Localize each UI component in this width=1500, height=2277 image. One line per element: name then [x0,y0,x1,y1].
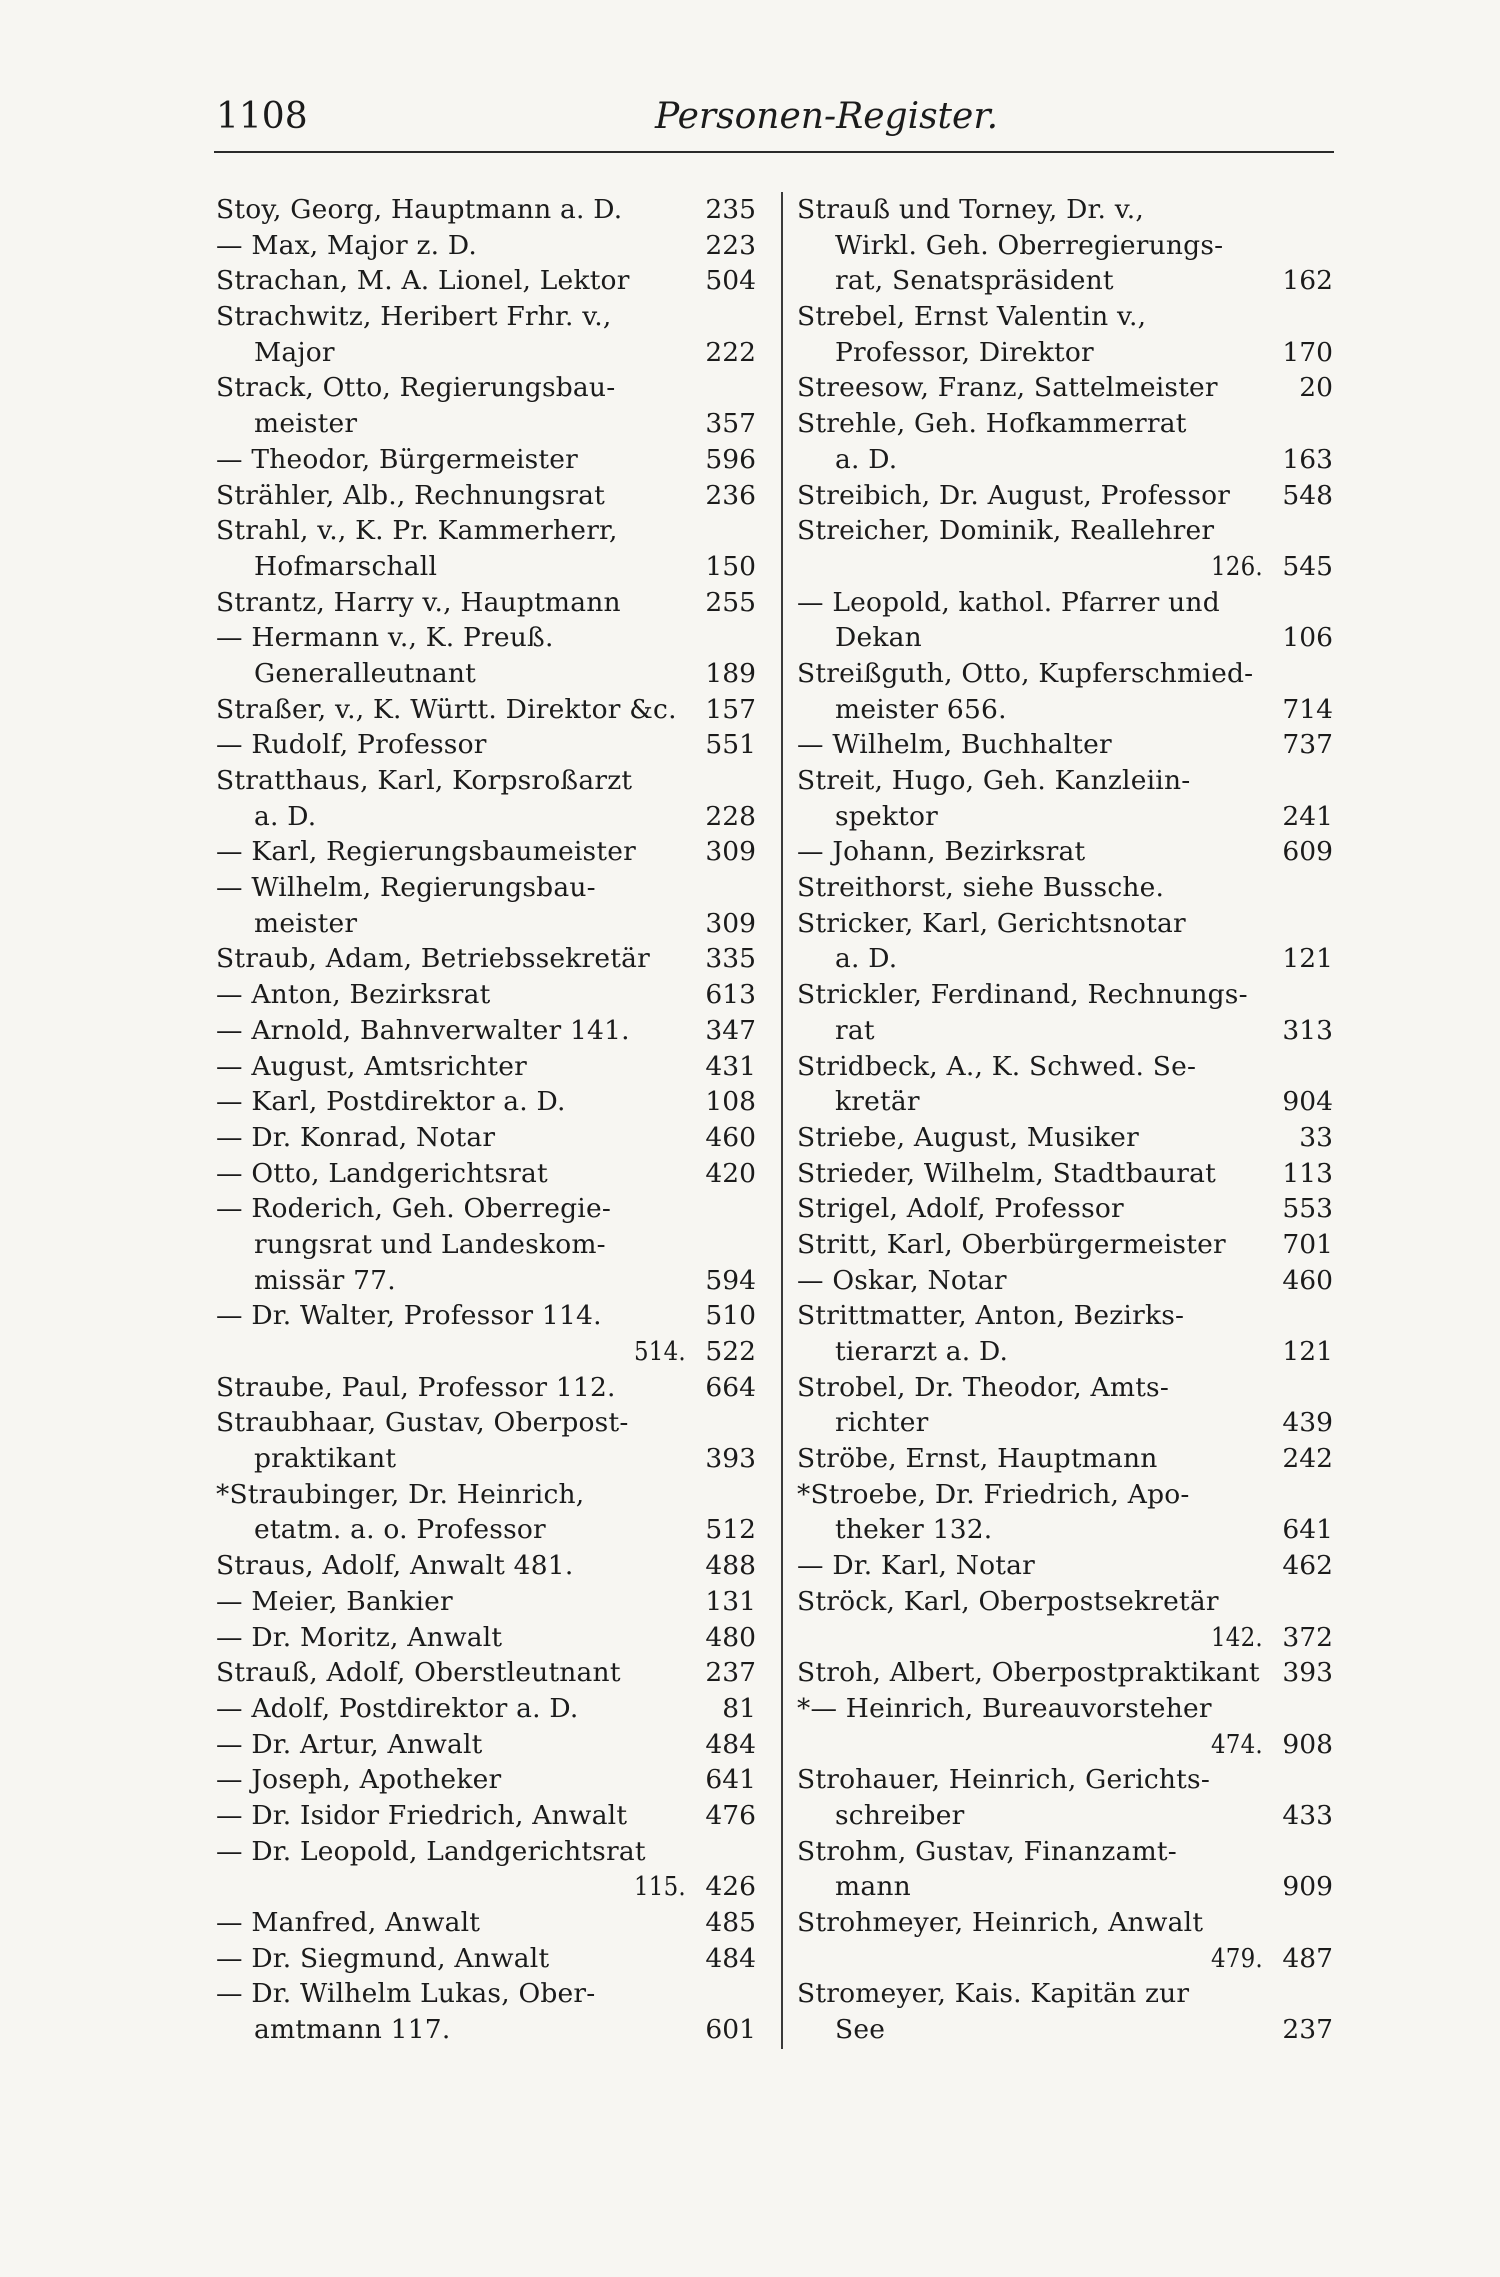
entry-page-number: 664 [705,1371,756,1403]
entry-text: Stricker, Karl, Gerichtsnotar [797,907,1186,939]
register-entry-line [216,1477,756,1513]
register-entry-line [216,1013,756,1049]
register-entry-line [216,1049,756,1085]
entry-text: 514. [634,1336,687,1367]
entry-page-number: 553 [1282,1193,1333,1225]
register-entry-line [797,799,1333,835]
register-entry-line [216,870,756,906]
header-rule [214,151,1334,153]
register-entry-line [216,799,756,835]
entry-page-number: 545 [1282,550,1333,582]
entry-text: — Leopold, kathol. Pfarrer und [797,586,1220,618]
entry-text: Strachwitz, Heribert Frhr. v., [216,301,612,333]
register-entry-line [797,1655,1333,1691]
register-entry-line [797,192,1333,228]
register-entry-line [216,1191,756,1227]
entry-text: — Dr. Konrad, Notar [216,1121,496,1153]
entry-text: Strauß, Adolf, Oberstleutnant [216,1657,621,1689]
entry-page-number: 504 [705,265,756,297]
register-entry-line [797,1691,1333,1727]
entry-text: praktikant [254,1443,397,1475]
entry-text: — Karl, Postdirektor a. D. [216,1086,566,1118]
register-entry-line [797,2012,1333,2048]
right-column [797,192,1333,2048]
entry-text: — Max, Major z. D. [216,229,477,261]
entry-page-number: 170 [1282,336,1333,368]
entry-text: — Anton, Bezirksrat [216,979,491,1011]
entry-text: a. D. [835,943,898,975]
entry-text: — Meier, Bankier [216,1585,453,1617]
entry-text: Stritt, Karl, Oberbürgermeister [797,1228,1226,1260]
entry-text: Wirkl. Geh. Oberregierungs- [835,229,1224,261]
register-entry-line [216,1512,756,1548]
register-entry-line [797,1334,1333,1370]
entry-text: Streit, Hugo, Geh. Kanzleiin- [797,765,1191,796]
entry-text: Strachan, M. A. Lionel, Lektor [216,265,630,297]
register-entry-line [216,192,756,228]
entry-text: — Wilhelm, Buchhalter [797,729,1112,761]
entry-text: Strohauer, Heinrich, Gerichts- [797,1764,1210,1796]
entry-text: Strittmatter, Anton, Bezirks- [797,1300,1185,1332]
register-entry-line [216,1976,756,2012]
entry-page-number: 163 [1282,443,1333,475]
register-entry-line [797,1905,1333,1941]
register-entry-line [797,692,1333,728]
register-entry-line [216,1655,756,1691]
entry-page-number: 228 [705,800,756,832]
entry-text: Strehle, Geh. Hofkammerrat [797,408,1187,440]
entry-page-number: 641 [1282,1514,1333,1546]
entry-text: — Roderich, Geh. Oberregie- [216,1193,612,1225]
register-entry-line [797,1441,1333,1477]
register-entry-line [797,1049,1333,1085]
entry-text: rat [835,1014,875,1046]
entry-text: 479. [1211,1942,1264,1974]
entry-page-number: 484 [705,1728,756,1760]
register-entry-line [216,406,756,442]
page-title: Personen-Register. [655,96,999,137]
entry-text: Strebel, Ernst Valentin v., [797,301,1147,333]
register-entry-line [797,1298,1333,1334]
entry-text: — Dr. Moritz, Anwalt [216,1621,503,1653]
register-entry-line [797,656,1333,692]
register-entry-line [797,1976,1333,2012]
register-entry-line [797,1620,1333,1656]
entry-text: Strack, Otto, Regierungsbau- [216,372,616,404]
entry-text: 142. [1211,1621,1264,1653]
entry-page-number: 222 [705,336,756,368]
entry-text: rungsrat und Landeskom- [254,1228,606,1260]
entry-page-number: 476 [705,1799,756,1831]
entry-text: Strigel, Adolf, Professor [797,1193,1124,1225]
entry-page-number: 613 [705,979,756,1011]
entry-text: — Dr. Artur, Anwalt [216,1728,483,1760]
entry-page-number: 347 [705,1014,756,1046]
register-entry-line [797,1156,1333,1192]
entry-page-number: 241 [1282,800,1333,832]
register-entry-line [797,1762,1333,1798]
entry-text: Stratthaus, Karl, Korpsroßarzt [216,765,633,796]
entry-page-number: 551 [705,729,756,761]
register-entry-line [216,263,756,299]
entry-page-number: 235 [705,194,756,225]
entry-text: missär 77. [254,1264,396,1296]
register-entry-line [797,977,1333,1013]
register-entry-line [797,228,1333,264]
entry-page-number: 121 [1282,1336,1333,1367]
register-entry-line [216,585,756,621]
entry-page-number: 601 [705,2014,756,2046]
register-entry-line [797,620,1333,656]
entry-text: etatm. a. o. Professor [254,1514,546,1546]
entry-text: amtmann 117. [254,2014,451,2046]
entry-text: Strähler, Alb., Rechnungsrat [216,479,605,511]
entry-page-number: 150 [705,550,756,582]
entry-page-number: 33 [1299,1121,1333,1153]
register-entry-line [797,1370,1333,1406]
entry-text: theker 132. [835,1514,993,1546]
entry-page-number: 157 [705,693,756,725]
entry-text: Ströck, Karl, Oberpostsekretär [797,1585,1219,1617]
entry-text: Straßer, v., K. Württ. Direktor &c. [216,693,677,725]
register-entry-line [797,1548,1333,1584]
entry-text: Ströbe, Ernst, Hauptmann [797,1443,1158,1475]
entry-text: Stroh, Albert, Oberpostpraktikant [797,1657,1260,1689]
entry-text: schreiber [835,1799,965,1831]
entry-text: Straus, Adolf, Anwalt 481. [216,1550,574,1582]
entry-text: 126. [1211,550,1264,582]
register-entry-line [216,228,756,264]
entry-page-number: 313 [1282,1014,1333,1046]
register-entry-line [797,1798,1333,1834]
register-entry-line [797,1477,1333,1513]
entry-page-number: 460 [1282,1264,1333,1296]
register-entry-line [216,941,756,977]
entry-text: 474. [1211,1728,1264,1760]
register-entry-line [797,263,1333,299]
register-entry-line [216,1405,756,1441]
entry-text: richter [835,1407,929,1439]
register-entry-line [797,585,1333,621]
entry-text: Stoy, Georg, Hauptmann a. D. [216,194,623,225]
entry-text: — Dr. Leopold, Landgerichtsrat [216,1835,646,1867]
entry-text: Hofmarschall [254,550,438,582]
entry-text: mann [835,1871,911,1903]
register-entry-line [216,299,756,335]
entry-text: meister [254,408,358,440]
register-entry-line [216,1905,756,1941]
entry-text: Streicher, Dominik, Reallehrer [797,515,1215,547]
register-entry-line [797,870,1333,906]
register-entry-line [216,370,756,406]
entry-page-number: 548 [1282,479,1333,511]
entry-text: — Johann, Bezirksrat [797,836,1086,868]
entry-text: a. D. [835,443,898,475]
entry-page-number: 106 [1282,622,1333,654]
entry-text: Stromeyer, Kais. Kapitän zur [797,1978,1190,2010]
entry-text: Dekan [835,622,922,654]
register-entry-line [216,1834,756,1870]
entry-text: — Dr. Walter, Professor 114. [216,1300,602,1332]
register-entry-line [216,1548,756,1584]
entry-page-number: 113 [1282,1157,1333,1189]
entry-text: — Joseph, Apotheker [216,1764,502,1796]
register-entry-line [797,442,1333,478]
entry-page-number: 908 [1282,1728,1333,1760]
entry-text: Strohm, Gustav, Finanzamt- [797,1835,1177,1867]
register-entry-line [216,1120,756,1156]
register-entry-line [216,1691,756,1727]
register-entry-line [797,406,1333,442]
register-entry-line [216,1620,756,1656]
register-entry-line [797,299,1333,335]
entry-page-number: 480 [705,1621,756,1653]
register-entry-line [797,1191,1333,1227]
entry-text: — Hermann v., K. Preuß. [216,622,554,654]
entry-page-number: 242 [1282,1443,1333,1475]
entry-page-number: 237 [1282,2014,1333,2046]
register-entry-line [216,1084,756,1120]
entry-text: meister [254,907,358,939]
entry-page-number: 439 [1282,1407,1333,1439]
register-entry-line [216,1762,756,1798]
entry-text: 115. [634,1871,687,1903]
entry-text: meister 656. [835,693,1007,725]
register-entry-line [216,656,756,692]
entry-page-number: 714 [1282,693,1333,725]
register-entry-line [797,1013,1333,1049]
entry-text: Strohmeyer, Heinrich, Anwalt [797,1907,1204,1938]
register-entry-line [797,1263,1333,1299]
entry-page-number: 487 [1282,1942,1333,1974]
column-divider [781,192,783,2049]
entry-text: See [835,2014,886,2046]
entry-text: *Stroebe, Dr. Friedrich, Apo- [797,1478,1190,1510]
entry-page-number: 510 [705,1300,756,1332]
entry-page-number: 433 [1282,1799,1333,1831]
entry-page-number: 131 [705,1585,756,1617]
register-entry-line [797,906,1333,942]
register-entry-line [797,727,1333,763]
entry-text: Streibich, Dr. August, Professor [797,479,1231,511]
register-entry-line [797,1512,1333,1548]
entry-text: Streithorst, siehe Bussche. [797,872,1165,904]
register-entry-line [216,1798,756,1834]
left-column [216,192,756,2048]
register-entry-line [797,1084,1333,1120]
entry-text: Strahl, v., K. Pr. Kammerherr, [216,515,618,547]
entry-text: — Dr. Isidor Friedrich, Anwalt [216,1799,628,1831]
entry-page-number: 488 [705,1550,756,1582]
register-entry-line [216,692,756,728]
entry-text: — Theodor, Bürgermeister [216,443,579,475]
entry-page-number: 426 [705,1871,756,1903]
entry-text: rat, Senatspräsident [835,265,1114,297]
register-entry-line [216,727,756,763]
register-entry-line [797,834,1333,870]
entry-text: tierarzt a. D. [835,1336,1009,1367]
entry-page-number: 223 [705,229,756,261]
entry-text: — Dr. Siegmund, Anwalt [216,1942,550,1974]
entry-page-number: 904 [1282,1086,1333,1118]
entry-text: — Dr. Wilhelm Lukas, Ober- [216,1978,596,2010]
register-entry-line [216,2012,756,2048]
entry-page-number: 485 [705,1907,756,1938]
entry-text: Striebe, August, Musiker [797,1121,1139,1153]
entry-page-number: 522 [705,1336,756,1367]
entry-page-number: 609 [1282,836,1333,868]
entry-page-number: 236 [705,479,756,511]
entry-page-number: 237 [705,1657,756,1689]
entry-text: Strobel, Dr. Theodor, Amts- [797,1371,1170,1403]
entry-text: *Straubinger, Dr. Heinrich, [216,1478,585,1510]
entry-text: — Otto, Landgerichtsrat [216,1157,548,1189]
entry-text: Stridbeck, A., K. Schwed. Se- [797,1050,1197,1082]
register-entry-line [216,549,756,585]
page-number: 1108 [216,96,308,137]
entry-text: Streißguth, Otto, Kupferschmied- [797,657,1254,689]
register-entry-line [216,1370,756,1406]
register-entry-line [216,906,756,942]
register-entry-line [797,1941,1333,1977]
register-entry-line [216,1869,756,1905]
entry-page-number: 372 [1282,1621,1333,1653]
entry-page-number: 20 [1299,372,1333,404]
entry-text: a. D. [254,800,317,832]
register-entry-line [797,1869,1333,1905]
register-entry-line [797,1120,1333,1156]
entry-page-number: 701 [1282,1228,1333,1260]
entry-page-number: 420 [705,1157,756,1189]
entry-text: — Wilhelm, Regierungsbau- [216,872,596,904]
entry-text: Streesow, Franz, Sattelmeister [797,372,1218,404]
register-entry-line [797,335,1333,371]
entry-text: Straubhaar, Gustav, Oberpost- [216,1407,629,1439]
entry-page-number: 393 [1282,1657,1333,1689]
entry-page-number: 594 [705,1264,756,1296]
entry-text: Strickler, Ferdinand, Rechnungs- [797,979,1248,1011]
register-entry-line [216,1227,756,1263]
entry-text: Strantz, Harry v., Hauptmann [216,586,621,618]
entry-text: Major [254,336,335,368]
entry-page-number: 309 [705,836,756,868]
entry-page-number: 357 [705,408,756,440]
register-entry-line [216,1441,756,1477]
register-entry-line [216,478,756,514]
entry-text: Generalleutnant [254,657,477,689]
entry-page-number: 189 [705,657,756,689]
register-entry-line [797,1405,1333,1441]
entry-page-number: 108 [705,1086,756,1118]
register-entry-line [797,1227,1333,1263]
entry-page-number: 121 [1282,943,1333,975]
register-entry-line [797,549,1333,585]
register-entry-line [216,1727,756,1763]
entry-text: — Rudolf, Professor [216,729,487,761]
register-entry-line [797,941,1333,977]
entry-page-number: 737 [1282,729,1333,761]
register-entry-line [797,1834,1333,1870]
register-entry-line [216,513,756,549]
entry-page-number: 309 [705,907,756,939]
entry-page-number: 431 [705,1050,756,1082]
register-entry-line [797,370,1333,406]
entry-page-number: 596 [705,443,756,475]
entry-page-number: 81 [722,1692,756,1724]
entry-page-number: 335 [705,943,756,975]
register-entry-line [216,335,756,371]
entry-text: — Karl, Regierungsbaumeister [216,836,636,868]
entry-text: kretär [835,1086,920,1118]
entry-text: — Manfred, Anwalt [216,1907,481,1938]
entry-text: — Dr. Karl, Notar [797,1550,1036,1582]
register-entry-line [797,1584,1333,1620]
entry-page-number: 512 [705,1514,756,1546]
entry-page-number: 460 [705,1121,756,1153]
register-entry-line [216,442,756,478]
register-entry-line [797,1727,1333,1763]
register-entry-line [216,977,756,1013]
register-entry-line [216,1263,756,1299]
register-entry-line [216,1298,756,1334]
entry-text: — Arnold, Bahnverwalter 141. [216,1014,630,1046]
register-entry-line [216,1156,756,1192]
entry-page-number: 641 [705,1764,756,1796]
entry-text: Strieder, Wilhelm, Stadtbaurat [797,1157,1216,1189]
entry-text: — August, Amtsrichter [216,1050,528,1082]
entry-text: — Oskar, Notar [797,1264,1007,1296]
entry-text: Straub, Adam, Betriebssekretär [216,943,651,975]
entry-text: spektor [835,800,938,832]
register-entry-line [216,1334,756,1370]
entry-page-number: 162 [1282,265,1333,297]
entry-text: Professor, Direktor [835,336,1094,368]
entry-page-number: 909 [1282,1871,1333,1903]
register-entry-line [216,834,756,870]
register-entry-line [797,763,1333,799]
register-entry-line [216,620,756,656]
entry-page-number: 462 [1282,1550,1333,1582]
register-entry-line [216,763,756,799]
entry-text: *— Heinrich, Bureauvorsteher [797,1692,1212,1724]
register-entry-line [797,513,1333,549]
entry-page-number: 484 [705,1942,756,1974]
entry-text: Strauß und Torney, Dr. v., [797,194,1144,225]
entry-page-number: 255 [705,586,756,618]
entry-text: Straube, Paul, Professor 112. [216,1371,616,1403]
entry-text: — Adolf, Postdirektor a. D. [216,1692,579,1724]
entry-page-number: 393 [705,1443,756,1475]
register-entry-line [797,478,1333,514]
register-entry-line [216,1584,756,1620]
register-entry-line [216,1941,756,1977]
